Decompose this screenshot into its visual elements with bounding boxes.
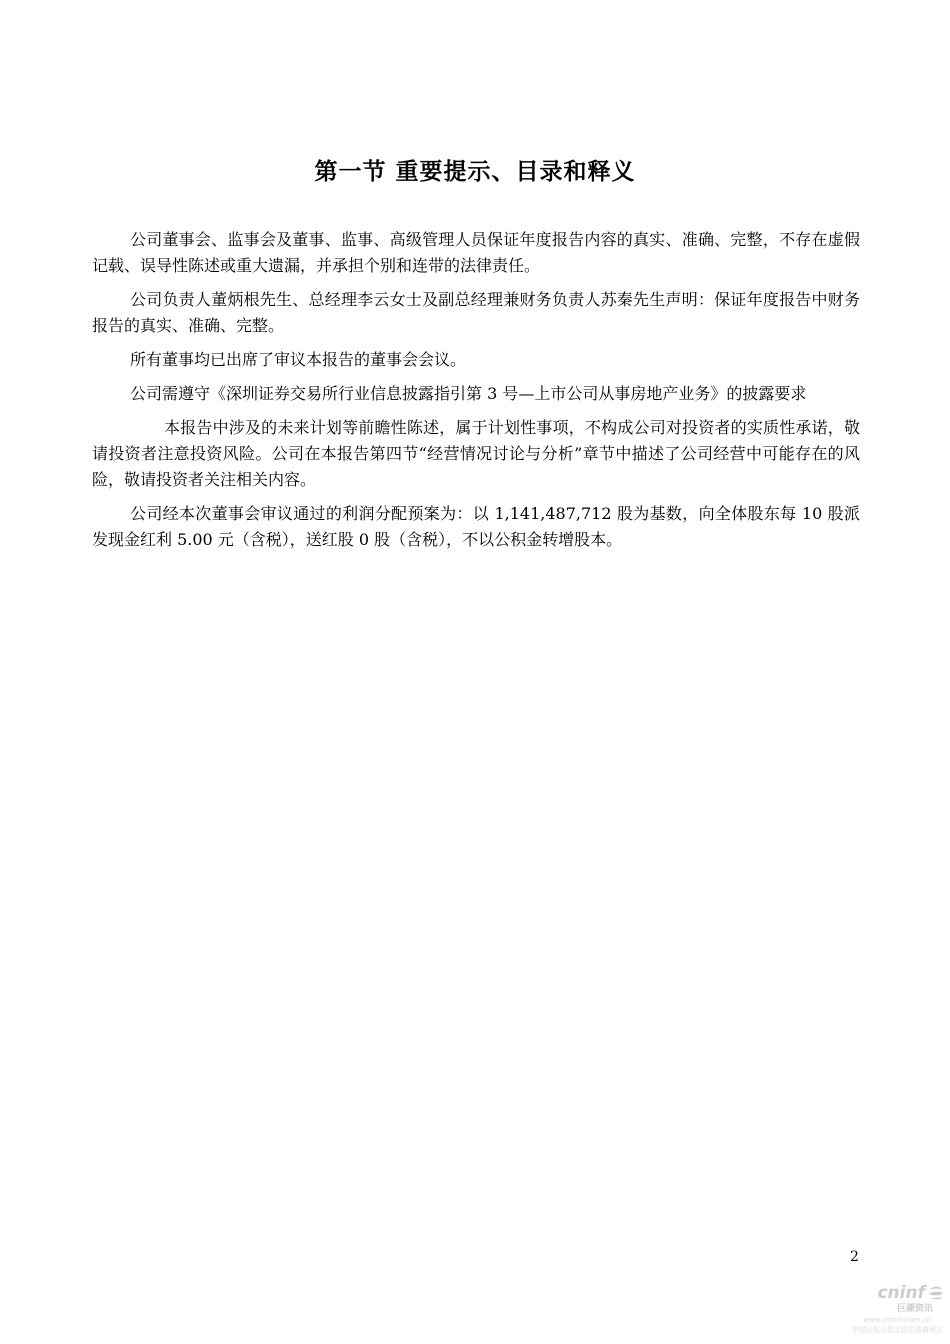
paragraph-attendance: 所有董事均已出席了审议本报告的董事会会议。 <box>130 350 467 369</box>
paragraph-responsibility: 公司董事会、监事会及董事、监事、高级管理人员保证年度报告内容的真实、准确、完整，不存在虚假记载、误导性陈述或重大遗漏，并承担个别和连带的法律责任。 <box>92 230 860 275</box>
section-title: 第一节 重要提示、目录和释义 <box>314 159 636 185</box>
watermark-url: www.cninfo.com.cn <box>863 1316 931 1324</box>
paragraph-forward-looking: 本报告中涉及的未来计划等前瞻性陈述，属于计划性事项，不构成公司对投资者的实质性承诺，敬请投资者注意投资风险。公司在本报告第四节“经营情况讨论与分析”章节中描述了公司经营中可能存在的风险，敬请投资者关注相关内容。 <box>92 418 860 489</box>
watermark-brand: cninf <box>877 1283 925 1303</box>
paragraph-disclosure-guideline: 公司需遵守《深圳证券交易所行业信息披露指引第 3 号—上市公司从事房地产业务》的披露要求 <box>130 384 807 403</box>
watermark-name-cn: 巨潮资讯 <box>896 1304 933 1314</box>
watermark-logo <box>835 1282 945 1304</box>
paragraph-declaration: 公司负责人董炳根先生、总经理李云女士及副总经理兼财务负责人苏秦先生声明：保证年度报告中财务报告的真实、准确、完整。 <box>92 290 860 335</box>
watermark-org: 中国证监会指定信息披露网站 <box>852 1326 943 1334</box>
cninfo-swirl-icon <box>927 1284 945 1302</box>
document-body <box>92 227 860 561</box>
page-number: 2 <box>850 1249 859 1265</box>
cninfo-watermark <box>835 1282 945 1342</box>
paragraph-profit-distribution: 公司经本次董事会审议通过的利润分配预案为：以 1,141,487,712 股为基数，向全体股东每 10 股派发现金红利 5.00 元（含税），送红股 0 股（含税），不以公积金转增股本。 <box>92 504 860 549</box>
